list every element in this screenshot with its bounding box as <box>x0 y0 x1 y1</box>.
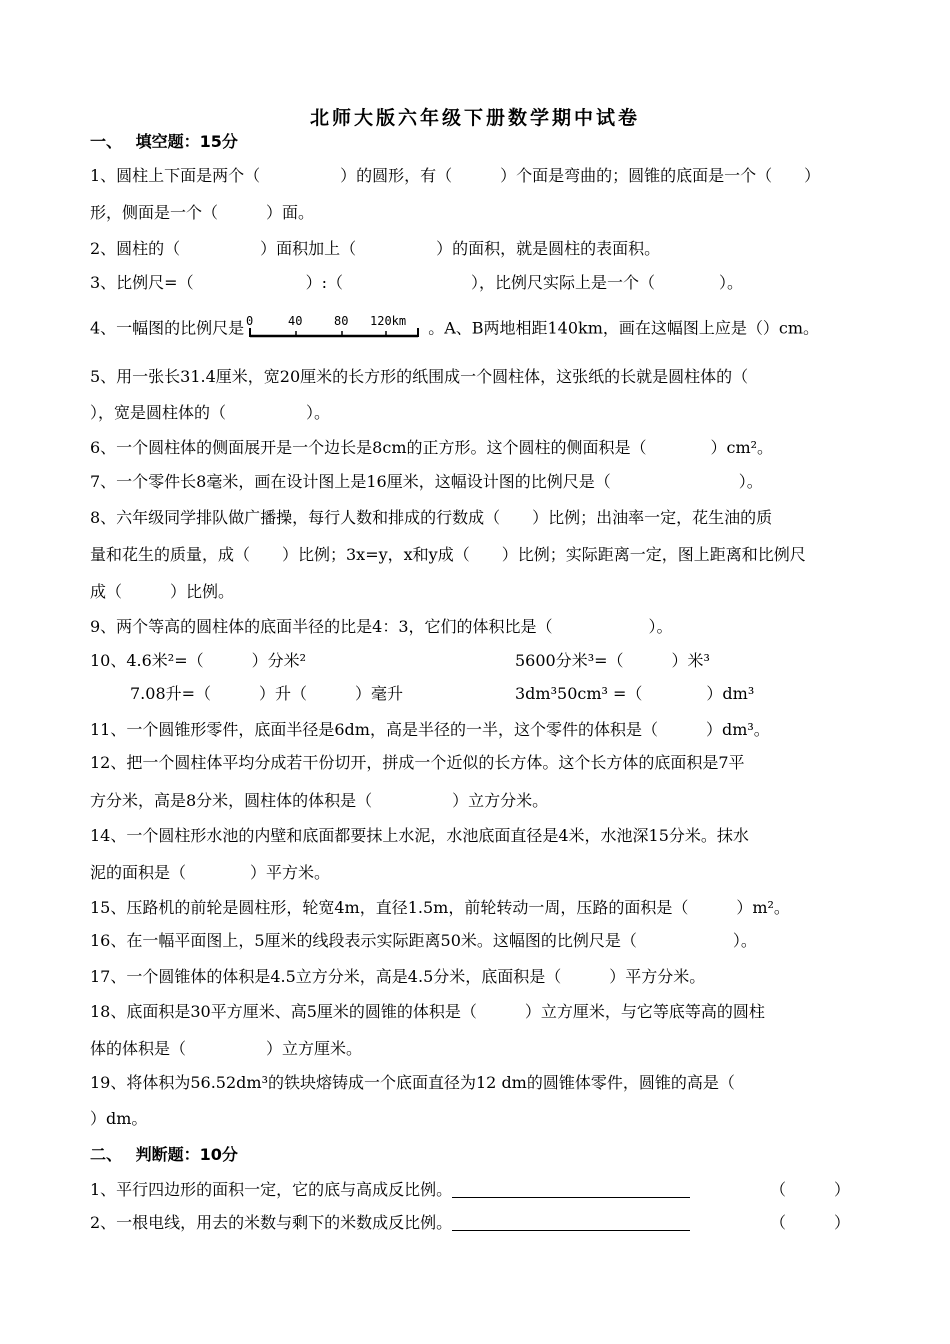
question-14-line-2: 泥的面积是（ ）平方米。 <box>90 863 331 882</box>
question-4-suffix: 。A、B两地相距140km，画在这幅图上应是（）cm。 <box>428 318 820 338</box>
page-title: 北师大版六年级下册数学期中试卷 <box>309 107 640 129</box>
question-11: 11、一个圆锥形零件，底面半径是6dm，高是半径的一半，这个零件的体积是（ ）dm³。 <box>90 720 770 739</box>
question-4 <box>90 312 870 346</box>
answer-line <box>452 1216 690 1231</box>
question-7: 7、一个零件长8毫米，画在设计图上是16厘米，这幅设计图的比例尺是（ ）。 <box>90 472 763 491</box>
question-2: 2、圆柱的（ ）面积加上（ ）的面积，就是圆柱的表面积。 <box>90 239 661 258</box>
question-10-d: 3dm³50cm³ =（ ）dm³ <box>515 684 755 703</box>
judgement-1-text: 1、平行四边形的面积一定，它的底与高成反比例。 <box>90 1180 453 1199</box>
question-8-line-3: 成（ ）比例。 <box>90 582 235 601</box>
question-18-line-2: 体的体积是（ ）立方厘米。 <box>90 1039 363 1058</box>
question-18-line-1: 18、底面积是30平方厘米、高5厘米的圆锥的体积是（ ）立方厘米，与它等底等高的圆柱 <box>90 1002 765 1021</box>
judgement-2-answer-box[interactable]: （ ） <box>770 1213 851 1232</box>
scale-tick-80: 80 <box>334 314 349 328</box>
question-10-c: 7.08升=（ ）升（ ）毫升 <box>130 684 404 703</box>
question-17: 17、一个圆锥体的体积是4.5立方分米，高是4.5分米，底面积是（ ）平方分米。 <box>90 967 706 986</box>
question-8-line-1: 8、六年级同学排队做广播操，每行人数和排成的行数成（ ）比例；出油率一定，花生油的质 <box>90 508 773 527</box>
judgement-1 <box>90 1178 870 1202</box>
question-9: 9、两个等高的圆柱体的底面半径的比是4：3，它们的体积比是（ ）。 <box>90 617 673 636</box>
scale-tick-120km: 120km <box>370 314 407 328</box>
question-16: 16、在一幅平面图上，5厘米的线段表示实际距离50米。这幅图的比例尺是（ ）。 <box>90 931 757 950</box>
question-3: 3、比例尺=（ ）:（ ），比例尺实际上是一个（ ）。 <box>90 273 743 292</box>
judgement-2 <box>90 1211 870 1235</box>
judgement-2-text: 2、一根电线，用去的米数与剩下的米数成反比例。 <box>90 1213 453 1232</box>
answer-line <box>452 1183 690 1198</box>
question-5-line-2: ），宽是圆柱体的（ ）。 <box>90 403 331 422</box>
question-1-line-2: 形，侧面是一个（ ）面。 <box>90 203 315 222</box>
question-10-row-1 <box>90 649 870 673</box>
question-5-line-1: 5、用一张长31.4厘米，宽20厘米的长方形的纸围成一个圆柱体，这张纸的长就是圆柱体的（ <box>90 367 749 386</box>
question-14-line-1: 14、一个圆柱形水池的内壁和底面都要抹上水泥，水池底面直径是4米，水池深15分米。抹水 <box>90 826 749 845</box>
question-10-b: 5600分米³=（ ）米³ <box>515 651 710 670</box>
question-19-line-2: ）dm。 <box>90 1109 148 1128</box>
question-1-line-1: 1、圆柱上下面是两个（ ）的圆形，有（ ）个面是弯曲的；圆锥的底面是一个（ ） <box>90 166 821 185</box>
question-10-a: 10、4.6米²=（ ）分米² <box>90 651 307 670</box>
question-10-row-2 <box>90 682 870 706</box>
section-fill-in-heading: 一、 填空题：15分 <box>90 132 238 151</box>
scale-tick-40: 40 <box>288 314 303 328</box>
section-judgement-heading: 二、 判断题：10分 <box>90 1145 238 1164</box>
scale-bar-figure <box>246 312 426 346</box>
judgement-1-answer-box[interactable]: （ ） <box>770 1180 851 1199</box>
question-6: 6、一个圆柱体的侧面展开是一个边长是8cm的正方形。这个圆柱的侧面积是（ ）cm²。 <box>90 438 774 457</box>
question-8-line-2: 量和花生的质量，成（ ）比例；3x=y，x和y成（ ）比例；实际距离一定，图上距离和比例尺 <box>90 545 806 564</box>
scale-tick-0: 0 <box>246 314 254 328</box>
question-12-line-1: 12、把一个圆柱体平均分成若干份切开，拼成一个近似的长方体。这个长方体的底面积是7平 <box>90 753 745 772</box>
question-19-line-1: 19、将体积为56.52dm³的铁块熔铸成一个底面直径为12 dm的圆锥体零件，圆锥的高是（ <box>90 1073 735 1092</box>
question-12-line-2: 方分米，高是8分米，圆柱体的体积是（ ）立方分米。 <box>90 791 549 810</box>
question-4-prefix: 4、一幅图的比例尺是 <box>90 318 245 338</box>
question-15: 15、压路机的前轮是圆柱形，轮宽4m，直径1.5m，前轮转动一周，压路的面积是（ ）m²。 <box>90 898 790 917</box>
